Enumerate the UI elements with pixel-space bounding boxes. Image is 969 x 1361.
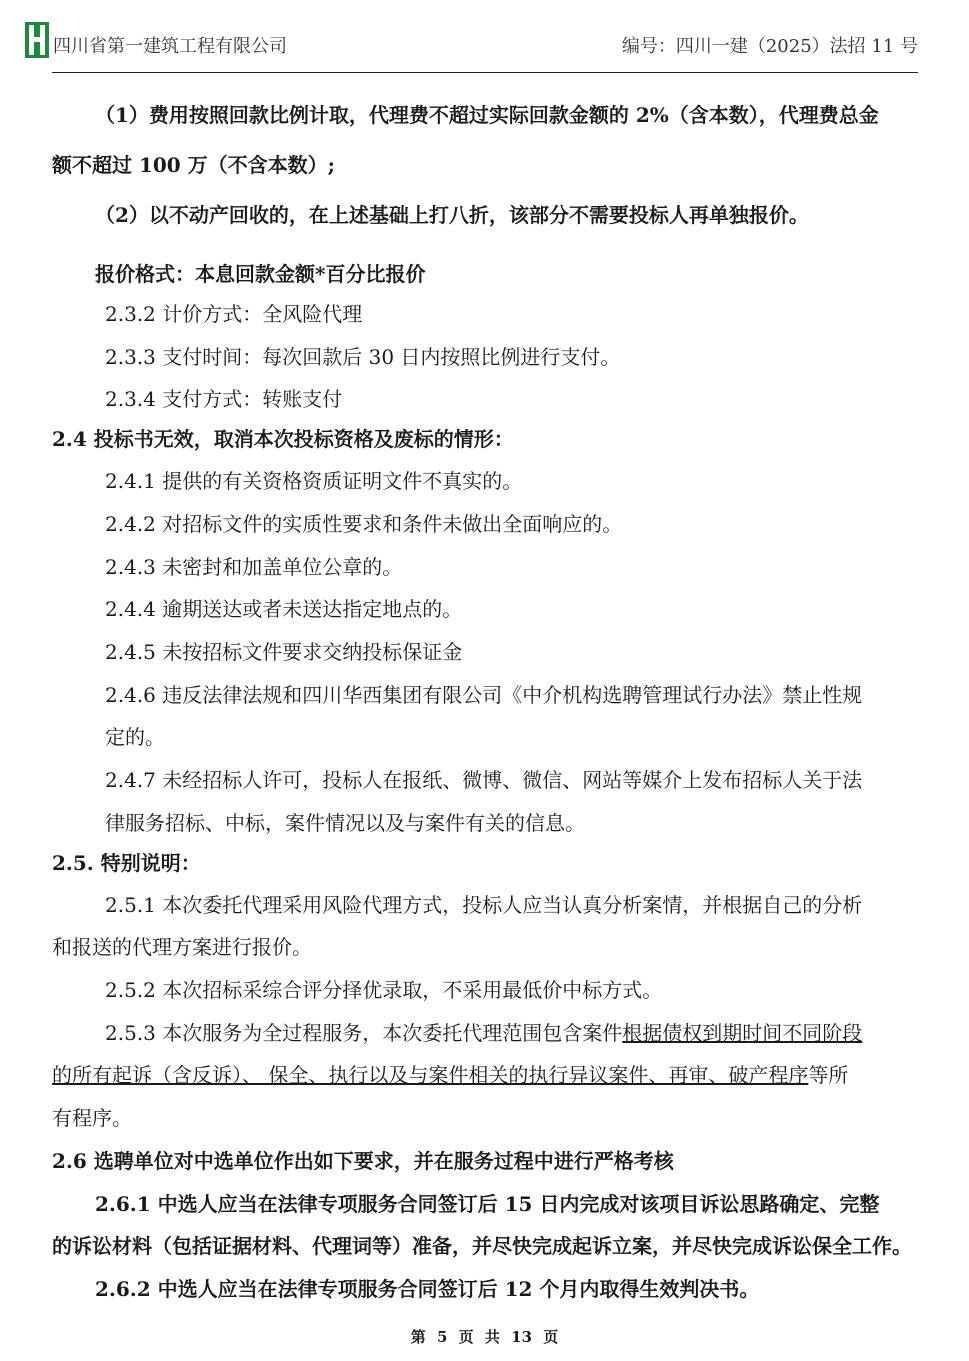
body-line: 2.4.7 未经招标人许可，投标人在报纸、微博、微信、网站等媒介上发布招标人关于法	[105, 768, 863, 792]
body-line: 2.4.4 逾期送达或者未送达指定地点的。	[105, 597, 463, 621]
underlined-text: 的所有起诉（含反诉）、 保全、执行以及与案件相关的执行异议案件、再审、破产程序	[52, 1063, 809, 1087]
header-divider	[52, 72, 918, 73]
body-line: 报价格式：本息回款金额*百分比报价	[95, 262, 426, 286]
body-line: 2.3.4 支付方式：转账支付	[105, 387, 343, 411]
body-line: 的诉讼材料（包括证据材料、代理词等）准备，并尽快完成起诉立案，并尽快完成诉讼保全工作。	[52, 1234, 912, 1258]
body-line: 2.5.1 本次委托代理采用风险代理方式，投标人应当认真分析案情，并根据自己的分析	[105, 893, 863, 917]
body-line: 和报送的代理方案进行报价。	[52, 935, 312, 959]
text-run: 等所	[808, 1063, 849, 1087]
body-line: 额不超过 100 万（不含本数）;	[52, 153, 336, 177]
body-line: （2）以不动产回收的，在上述基础上打八折，该部分不需要投标人再单独报价。	[95, 203, 809, 227]
company-name: 四川省第一建筑工程有限公司	[53, 36, 287, 57]
body-line: 2.6.2 中选人应当在法律专项服务合同签订后 12 个月内取得生效判决书。	[95, 1277, 760, 1301]
footer-label: 页	[458, 1328, 474, 1346]
section-heading: 2.6 选聘单位对中选单位作出如下要求，并在服务过程中进行严格考核	[52, 1149, 674, 1173]
section-heading: 2.5. 特别说明：	[52, 851, 201, 875]
text-run: 2.5.3 本次服务为全过程服务，本次委托代理范围包含案件	[105, 1021, 623, 1045]
body-line: 2.3.3 支付时间：每次回款后 30 日内按照比例进行支付。	[105, 345, 621, 369]
footer-label: 页	[543, 1328, 559, 1346]
body-line	[52, 1060, 848, 1090]
body-line: 2.4.1 提供的有关资格资质证明文件不真实的。	[105, 469, 523, 493]
page-footer	[0, 1326, 969, 1347]
body-line: 2.5.2 本次招标采综合评分择优录取，不采用最低价中标方式。	[105, 978, 663, 1002]
body-line: 2.4.5 未按招标文件要求交纳投标保证金	[105, 640, 463, 664]
body-line: 2.4.3 未密封和加盖单位公章的。	[105, 555, 403, 579]
body-line	[105, 1018, 862, 1048]
footer-label: 第	[410, 1328, 426, 1346]
section-heading: 2.4 投标书无效，取消本次投标资格及废标的情形：	[52, 427, 514, 451]
document-number: 编号：四川一建（2025）法招 11 号	[621, 36, 918, 57]
company-logo	[25, 22, 49, 58]
footer-label: 共	[484, 1328, 500, 1346]
body-line: 2.3.2 计价方式：全风险代理	[105, 302, 363, 326]
body-line: 2.6.1 中选人应当在法律专项服务合同签订后 15 日内完成对该项目诉讼思路确定、完整	[95, 1192, 880, 1216]
body-line: 有程序。	[52, 1106, 132, 1130]
underlined-text: 根据债权到期时间不同阶段	[622, 1021, 863, 1045]
page-number: 5	[436, 1328, 448, 1346]
body-line: 律服务招标、中标，案件情况以及与案件有关的信息。	[105, 811, 585, 835]
page-header	[25, 22, 918, 62]
page-total: 13	[511, 1328, 533, 1346]
body-line: 定的。	[105, 725, 165, 749]
body-line: （1）费用按照回款比例计取，代理费不超过实际回款金额的 2%（含本数），代理费总金	[95, 103, 879, 127]
body-line: 2.4.2 对招标文件的实质性要求和条件未做出全面响应的。	[105, 512, 623, 536]
body-line: 2.4.6 违反法律法规和四川华西集团有限公司《中介机构选聘管理试行办法》禁止性规	[105, 683, 863, 707]
